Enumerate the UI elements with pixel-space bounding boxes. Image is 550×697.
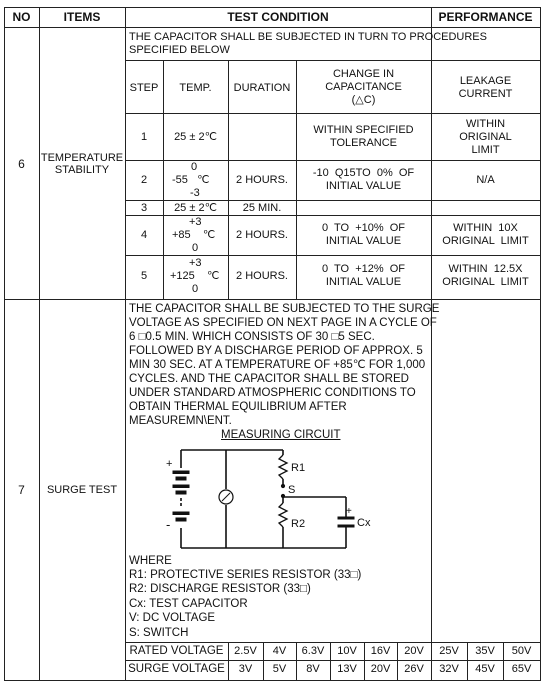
para-line-7: UNDER STANDARD ATMOSPHERIC CONDITIONS TO — [129, 387, 416, 399]
cx-plus-label: + — [346, 506, 352, 517]
col-change-l3: (△C) — [351, 94, 376, 106]
surge-cell: 13V — [337, 663, 357, 675]
step2-temp: -55 ℃ — [172, 174, 210, 186]
col-duration: DURATION — [233, 82, 291, 94]
surge-cell: 20V — [370, 663, 391, 675]
step4-temp-top: +3 — [189, 216, 202, 228]
para-line-3: 6 □0.5 MIN. WHICH CONSISTS OF 30 □5 SEC. — [129, 331, 375, 343]
surge-cell: 45V — [475, 663, 495, 675]
step3-step: 3 — [140, 202, 148, 214]
step2-change-l2: INITIAL VALUE — [325, 180, 402, 192]
circuit-title: MEASURING CIRCUIT — [221, 429, 341, 441]
switch-label: S — [288, 484, 296, 496]
step5-step: 5 — [140, 270, 148, 282]
para-line-6: CYCLES. AND THE CAPACITOR SHALL BE STORED — [129, 373, 409, 385]
where-label: WHERE — [129, 555, 172, 567]
step1-leak-l2: ORIGINAL — [459, 131, 512, 143]
para-line-9: MEASUREMN\ENT. — [129, 415, 232, 427]
step5-temp-bot: 0 — [192, 283, 199, 295]
para-line-2: VOLTAGE AS SPECIFIED ON NEXT PAGE IN A CYCLE OF — [129, 317, 437, 329]
header-performance: PERFORMANCE — [438, 10, 533, 24]
para-line-4: FOLLOWED BY A DISCHARGE PERIOD OF APPROX. 5 — [129, 345, 423, 357]
col-change-l2: CAPACITANCE — [325, 81, 402, 93]
surge-cell: 32V — [439, 663, 459, 675]
rated-cell: 6.3V — [301, 645, 325, 657]
rated-cell: 20V — [404, 645, 424, 657]
step3-temp: 25 ± 2℃ — [174, 202, 217, 214]
rated-cell: 4V — [272, 645, 287, 657]
step2-change-l1: -10 Q15TO 0% OF — [312, 167, 415, 179]
para-line-1: THE CAPACITOR SHALL BE SUBJECTED TO THE SURGE — [129, 303, 440, 315]
col-temp: TEMP. — [179, 82, 212, 94]
step1-leak-l1: WITHIN — [465, 118, 506, 130]
def-r1: R1: PROTECTIVE SERIES RESISTOR (33□) — [129, 569, 362, 581]
step2-temp-bot: -3 — [190, 187, 200, 199]
col-step: STEP — [129, 82, 159, 94]
row6-item-line2: STABILITY — [54, 164, 110, 176]
step1-step: 1 — [140, 131, 148, 143]
row6-item-line1: TEMPERATURE — [40, 152, 124, 164]
step4-change-l1: 0 TO +10% OF — [321, 222, 406, 234]
step5-leak-l2: ORIGINAL LIMIT — [442, 276, 529, 288]
step5-leak-l1: WITHIN 12.5X — [448, 263, 523, 275]
surge-voltage-label: SURGE VOLTAGE — [128, 663, 225, 675]
step5-duration: 2 HOURS. — [236, 270, 288, 282]
rated-cell: 2.5V — [234, 645, 257, 657]
rated-cell: 50V — [511, 645, 532, 657]
col-leak-l2: CURRENT — [458, 88, 513, 100]
step2-leak: N/A — [476, 174, 495, 186]
def-r2: R2: DISCHARGE RESISTOR (33□) — [129, 583, 311, 595]
step4-temp: +85 ℃ — [172, 229, 216, 241]
header-no: NO — [12, 10, 31, 24]
step2-temp-top: 0 — [191, 161, 198, 173]
step2-duration: 2 HOURS. — [236, 174, 288, 186]
step4-step: 4 — [140, 229, 148, 241]
header-test-condition: TEST CONDITION — [227, 10, 329, 24]
surge-cell: 26V — [404, 663, 424, 675]
col-change-l1: CHANGE IN — [332, 68, 395, 80]
step4-leak-l2: ORIGINAL LIMIT — [442, 235, 529, 247]
row7-no: 7 — [18, 483, 25, 497]
rated-cell: 35V — [475, 645, 495, 657]
step5-temp-top: +3 — [189, 257, 202, 269]
volt-table-mid — [125, 660, 541, 661]
step4-duration: 2 HOURS. — [236, 229, 288, 241]
step1-temp: 25 ± 2℃ — [174, 131, 217, 143]
row6-intro-line2: SPECIFIED BELOW — [129, 44, 230, 56]
rated-cell: 16V — [370, 645, 391, 657]
r1-label: R1 — [291, 462, 306, 474]
rated-voltage-label: RATED VOLTAGE — [129, 645, 224, 657]
step5-temp: +125 ℃ — [170, 270, 220, 282]
step5-change-l2: INITIAL VALUE — [325, 276, 402, 288]
def-s: S: SWITCH — [129, 627, 189, 639]
para-line-5: MIN 30 SEC. AT A TEMPERATURE OF +85℃ FOR 1,000 — [129, 359, 426, 371]
step1-leak-l3: LIMIT — [471, 144, 500, 156]
surge-cell: 65V — [511, 663, 532, 675]
rated-cell: 10V — [337, 645, 357, 657]
step4-leak-l1: WITHIN 10X — [453, 222, 518, 234]
step4-change-l2: INITIAL VALUE — [325, 235, 402, 247]
step3-duration: 25 MIN. — [242, 202, 282, 214]
step4-temp-bot: 0 — [192, 242, 199, 254]
rated-cell: 25V — [439, 645, 459, 657]
r2-label: R2 — [291, 518, 306, 530]
row7-item: SURGE TEST — [46, 484, 118, 496]
step1-change-l2: TOLERANCE — [329, 137, 398, 149]
header-items: ITEMS — [63, 10, 101, 24]
step5-change-l1: 0 TO +12% OF — [321, 263, 406, 275]
cx-label: Cx — [357, 517, 371, 529]
row6-intro-line1: THE CAPACITOR SHALL BE SUBJECTED IN TURN TO PROCEDURES — [129, 31, 487, 43]
col-leak-l1: LEAKAGE — [459, 75, 512, 87]
step2-step: 2 — [140, 174, 148, 186]
surge-cell: 8V — [306, 663, 320, 675]
volt-table-top — [125, 642, 541, 643]
row6-no: 6 — [18, 157, 25, 171]
para-line-8: OBTAIN THERMAL EQUILIBRIUM AFTER — [129, 401, 347, 413]
step1-change-l1: WITHIN SPECIFIED — [313, 124, 414, 136]
surge-cell: 3V — [238, 663, 253, 675]
def-v: V: DC VOLTAGE — [129, 612, 216, 624]
surge-cell: 5V — [272, 663, 287, 675]
battery-minus-label: - — [166, 517, 171, 532]
def-cx: Cx: TEST CAPACITOR — [129, 598, 248, 610]
battery-plus-label: + — [166, 458, 173, 470]
